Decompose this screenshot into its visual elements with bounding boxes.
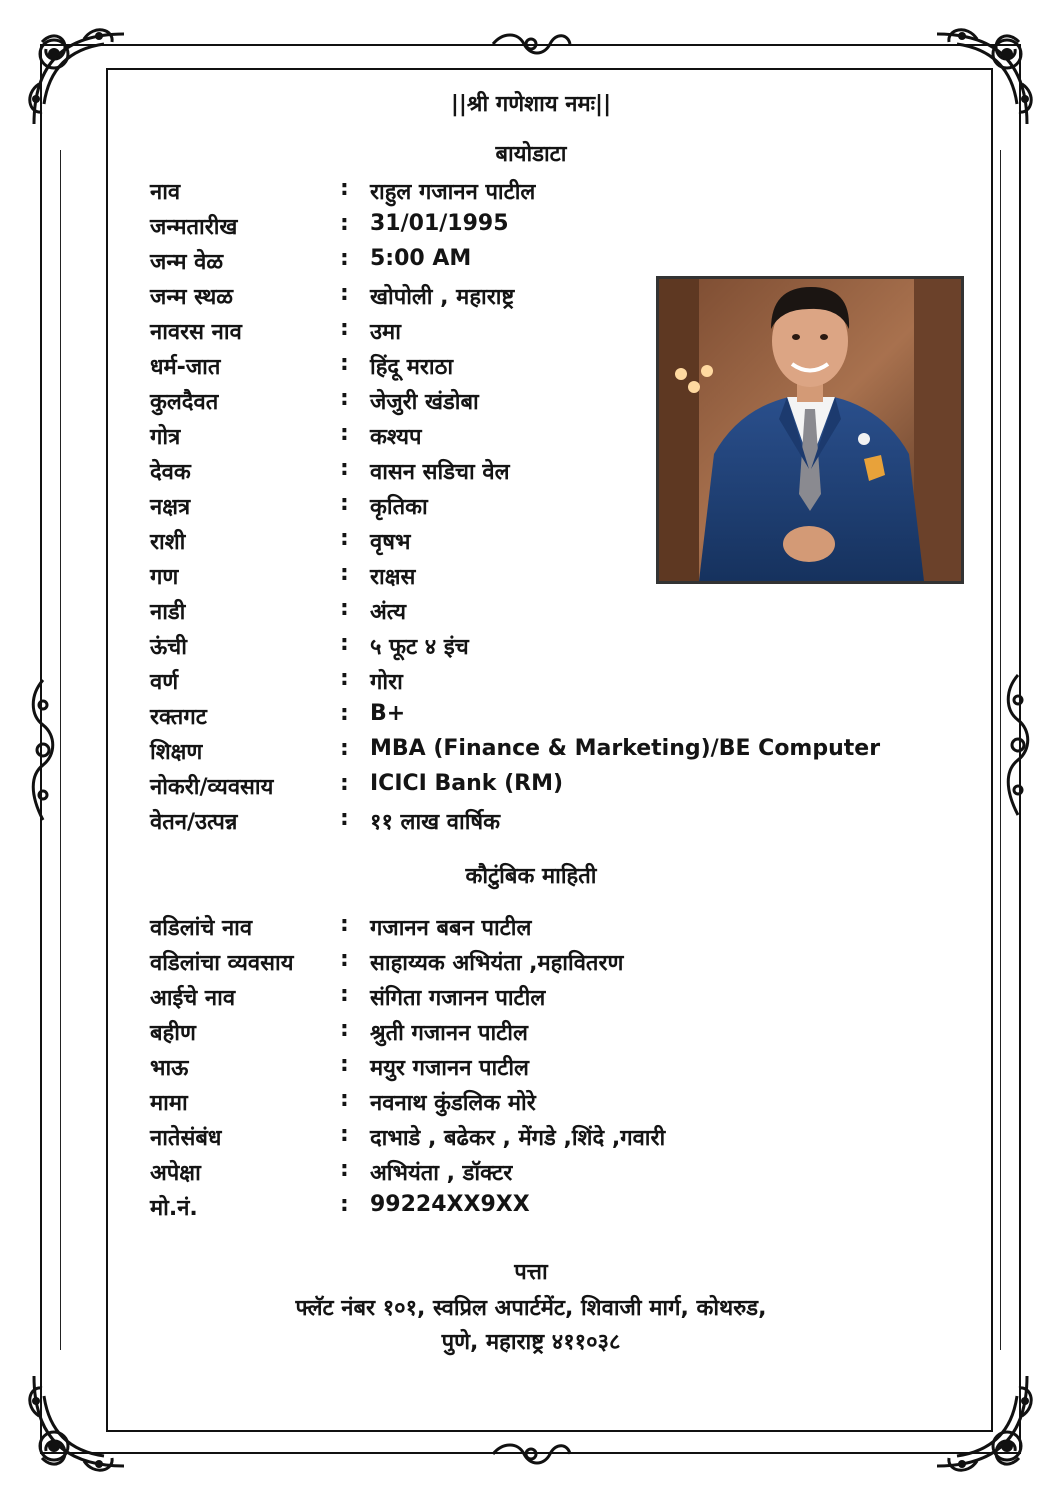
left-border-line bbox=[60, 150, 61, 1350]
value: हिंदू मराठा bbox=[370, 355, 454, 380]
portrait-illustration bbox=[659, 279, 961, 581]
value: खोपोली , महाराष्ट्र bbox=[370, 285, 515, 310]
label: वेतन/उत्पन्न bbox=[150, 810, 238, 835]
value: 99224XX9XX bbox=[370, 1192, 530, 1217]
separator: : bbox=[340, 351, 349, 376]
value: गजानन बबन पाटील bbox=[370, 916, 532, 941]
separator: : bbox=[340, 1192, 349, 1217]
value: ५ फूट ४ इंच bbox=[370, 635, 469, 660]
value: वृषभ bbox=[370, 530, 411, 555]
separator: : bbox=[340, 1157, 349, 1182]
left-center-flourish bbox=[28, 675, 58, 825]
label: नातेसंबंध bbox=[150, 1126, 222, 1151]
bottom-center-flourish bbox=[488, 1440, 574, 1468]
value: उमा bbox=[370, 320, 401, 345]
value: वासन सडिचा वेल bbox=[370, 460, 510, 485]
separator: : bbox=[340, 421, 349, 446]
label: जन्म वेळ bbox=[150, 250, 224, 275]
separator: : bbox=[340, 211, 349, 236]
label: मामा bbox=[150, 1091, 188, 1116]
label: गण bbox=[150, 565, 179, 590]
separator: : bbox=[340, 736, 349, 761]
label: अपेक्षा bbox=[150, 1161, 201, 1186]
address-title: पत्ता bbox=[514, 1260, 548, 1285]
separator: : bbox=[340, 176, 349, 201]
value: MBA (Finance & Marketing)/BE Computer bbox=[370, 736, 881, 761]
label: नोकरी/व्यवसाय bbox=[150, 775, 274, 800]
value: राक्षस bbox=[370, 565, 416, 590]
separator: : bbox=[340, 596, 349, 621]
separator: : bbox=[340, 806, 349, 831]
label: ऊंची bbox=[150, 635, 187, 660]
label: मो.नं. bbox=[150, 1196, 198, 1221]
value: अभियंता , डॉक्टर bbox=[370, 1161, 513, 1186]
label: जन्म स्थळ bbox=[150, 285, 234, 310]
address-line-1: फ्लॅट नंबर १०१, स्वप्रिल अपार्टमेंट, शिवाजी मार्ग, कोथरुड, bbox=[295, 1296, 767, 1321]
separator: : bbox=[340, 912, 349, 937]
label: देवक bbox=[150, 460, 191, 485]
label: राशी bbox=[150, 530, 186, 555]
family-section-title: कौटुंबिक माहिती bbox=[465, 864, 597, 889]
separator: : bbox=[340, 1087, 349, 1112]
separator: : bbox=[340, 316, 349, 341]
biodata-title: बायोडाटा bbox=[495, 142, 567, 167]
invocation-text: ||श्री गणेशाय नमः|| bbox=[450, 92, 612, 117]
value: मयुर गजानन पाटील bbox=[370, 1056, 529, 1081]
separator: : bbox=[340, 1052, 349, 1077]
separator: : bbox=[340, 456, 349, 481]
label: गोत्र bbox=[150, 425, 181, 450]
label: नावरस नाव bbox=[150, 320, 242, 345]
value: गोरा bbox=[370, 670, 403, 695]
separator: : bbox=[340, 386, 349, 411]
address-line-2: पुणे, महाराष्ट्र ४११०३८ bbox=[441, 1330, 621, 1355]
separator: : bbox=[340, 281, 349, 306]
label: आईचे नाव bbox=[150, 986, 236, 1011]
right-center-flourish bbox=[1003, 670, 1033, 820]
separator: : bbox=[340, 1017, 349, 1042]
value: 5:00 AM bbox=[370, 246, 472, 271]
label: जन्मतारीख bbox=[150, 215, 238, 240]
separator: : bbox=[340, 491, 349, 516]
value: नवनाथ कुंडलिक मोरे bbox=[370, 1091, 536, 1116]
corner-ornament-bottom-left bbox=[24, 1366, 134, 1476]
right-border-line bbox=[1000, 150, 1001, 1350]
label: वडिलांचा व्यवसाय bbox=[150, 951, 294, 976]
separator: : bbox=[340, 982, 349, 1007]
value: कश्यप bbox=[370, 425, 422, 450]
value: साहाय्यक अभियंता ,महावितरण bbox=[370, 951, 624, 976]
separator: : bbox=[340, 947, 349, 972]
value: अंत्य bbox=[370, 600, 406, 625]
top-center-flourish bbox=[488, 30, 574, 58]
label: नाव bbox=[150, 180, 181, 205]
label: वडिलांचे नाव bbox=[150, 916, 253, 941]
value: राहुल गजानन पाटील bbox=[370, 180, 536, 205]
separator: : bbox=[340, 631, 349, 656]
label: शिक्षण bbox=[150, 740, 203, 765]
separator: : bbox=[340, 771, 349, 796]
value: संगिता गजानन पाटील bbox=[370, 986, 546, 1011]
separator: : bbox=[340, 246, 349, 271]
value: B+ bbox=[370, 701, 406, 726]
value: 31/01/1995 bbox=[370, 211, 509, 236]
separator: : bbox=[340, 701, 349, 726]
value: ICICI Bank (RM) bbox=[370, 771, 564, 796]
corner-ornament-bottom-right bbox=[927, 1366, 1037, 1476]
label: भाऊ bbox=[150, 1056, 189, 1081]
separator: : bbox=[340, 1122, 349, 1147]
separator: : bbox=[340, 666, 349, 691]
value: श्रुती गजानन पाटील bbox=[370, 1021, 528, 1046]
separator: : bbox=[340, 561, 349, 586]
label: बहीण bbox=[150, 1021, 196, 1046]
label: नाडी bbox=[150, 600, 186, 625]
value: दाभाडे , बढेकर , मेंगडे ,शिंदे ,गवारी bbox=[370, 1126, 666, 1151]
label: वर्ण bbox=[150, 670, 179, 695]
value: कृतिका bbox=[370, 495, 428, 520]
profile-photo bbox=[656, 276, 964, 584]
value: ११ लाख वार्षिक bbox=[370, 810, 501, 835]
separator: : bbox=[340, 526, 349, 551]
value: जेजुरी खंडोबा bbox=[370, 390, 479, 415]
label: कुलदैवत bbox=[150, 390, 219, 415]
label: नक्षत्र bbox=[150, 495, 191, 520]
label: धर्म-जात bbox=[150, 355, 221, 380]
label: रक्तगट bbox=[150, 705, 207, 730]
